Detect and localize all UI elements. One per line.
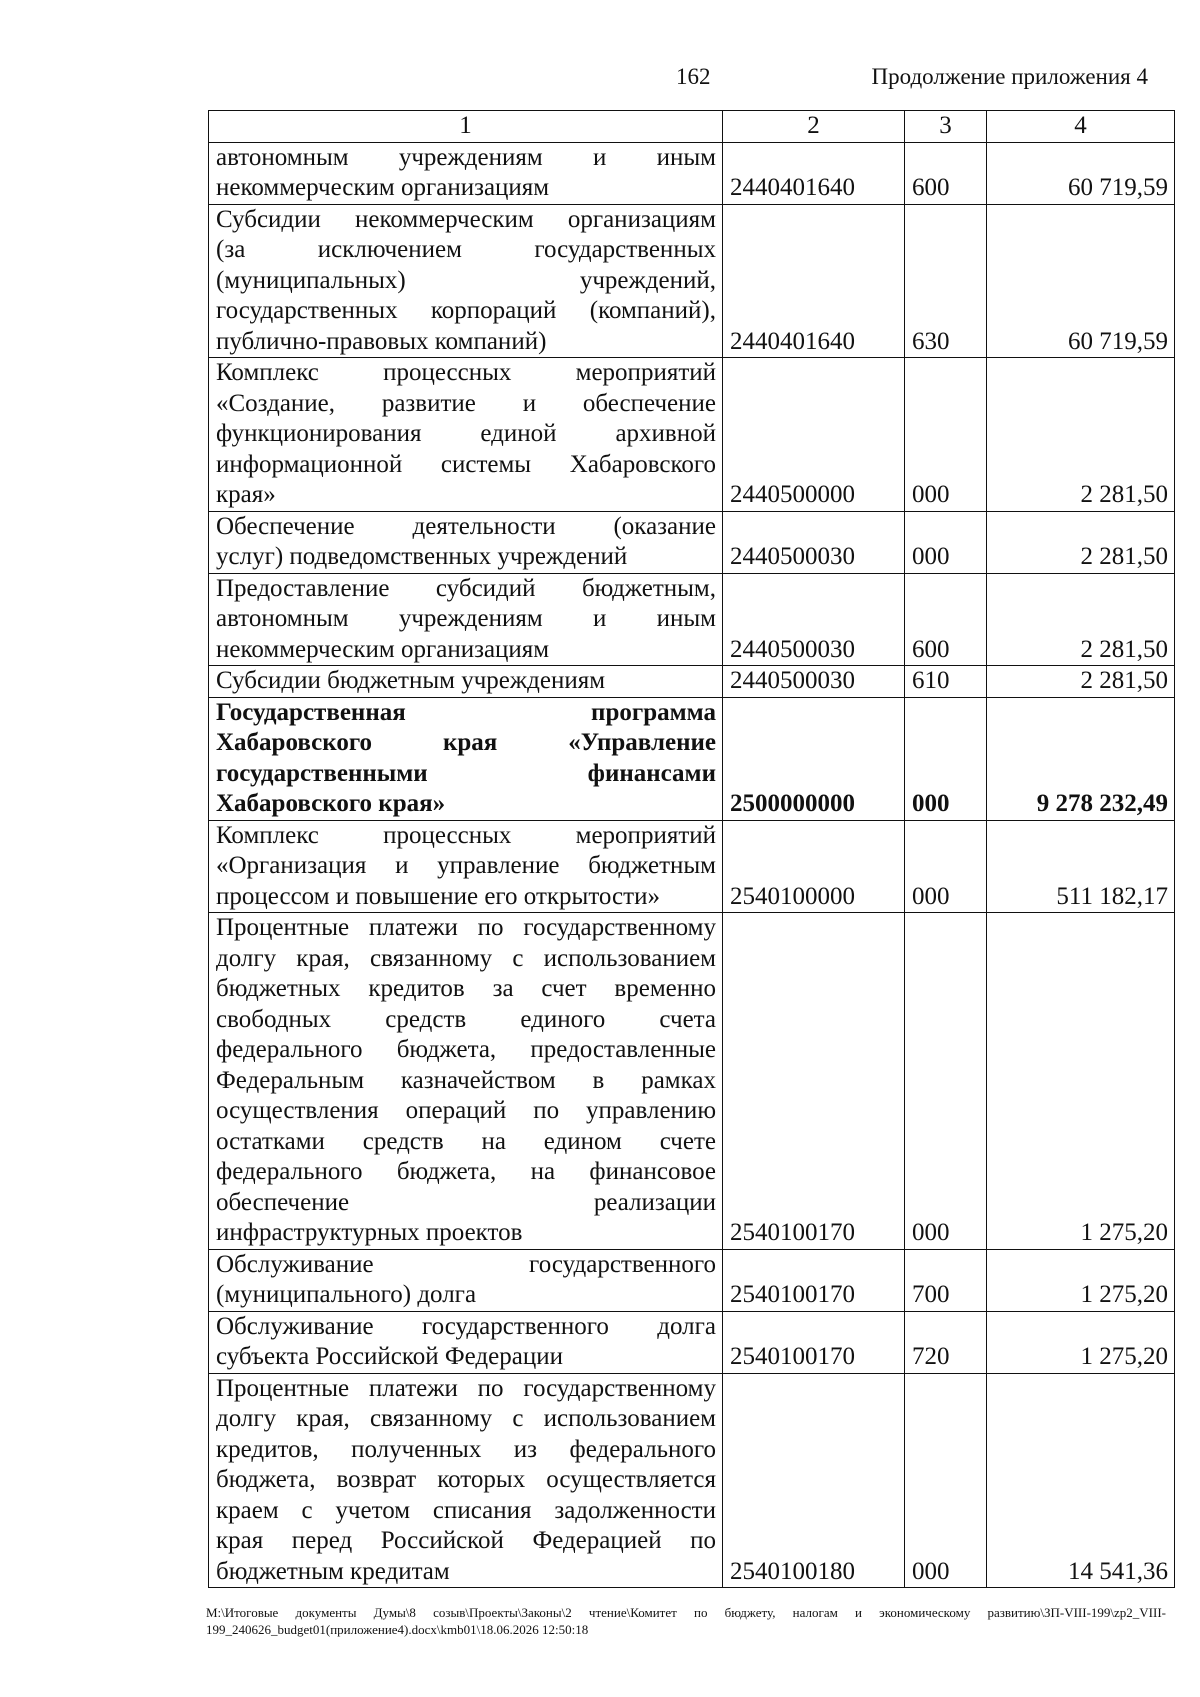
table-header-row [209,111,1175,143]
row-name-line: бюджетным кредитам [216,1557,450,1585]
row-name-line: Комплекс процессных мероприятий [216,359,716,386]
row-name [209,913,723,1250]
row-name-line: свободных средств единого счета [216,1005,716,1033]
row-expense-type: 000 [905,820,987,913]
row-name-line: автономным учреждениям и иным [216,143,716,171]
row-name [209,573,723,666]
column-header: 3 [905,111,987,143]
row-name [209,358,723,512]
row-name-line: Процентные платежи по государственному [216,914,716,941]
row-name-line: Субсидии бюджетным учреждениям [216,667,606,694]
row-name-line: субъекта Российской Федерации [216,1343,563,1370]
row-name-line: некоммерческим организациям [216,635,550,663]
row-name-line: Субсидии некоммерческим организациям [216,205,716,233]
table-row [209,358,1175,512]
row-name-line: Федеральным казначейством в рамках [216,1066,716,1094]
column-header: 1 [209,111,723,143]
row-expense-type: 630 [905,204,987,358]
row-expense-type: 000 [905,697,987,820]
row-name-line: долгу края, связанному с использованием [216,1405,716,1432]
row-name-line: Процентные платежи по государственному [216,1374,716,1402]
row-amount: 60 719,59 [987,204,1175,358]
table-row [209,1249,1175,1311]
row-expense-type: 600 [905,573,987,666]
table-row [209,511,1175,573]
row-name-line: инфраструктурных проектов [216,1219,523,1246]
row-name-line: процессом и повышение его открытости» [216,882,660,910]
row-name-line: Комплекс процессных мероприятий [216,821,716,849]
row-expense-type: 000 [905,511,987,573]
row-expense-type: 000 [905,358,987,512]
table-row [209,820,1175,913]
row-code: 2540100170 [723,1249,905,1311]
row-name-line: государственных корпораций (компаний), [216,297,716,324]
row-code: 2440500030 [723,511,905,573]
row-name-line: долгу края, связанному с использованием [216,944,716,972]
row-expense-type: 610 [905,666,987,698]
row-code: 2440500030 [723,573,905,666]
row-name-line: Обеспечение деятельности (оказание [216,512,716,540]
row-name-line: бюджета, возврат которых осуществляется [216,1466,716,1493]
row-amount: 60 719,59 [987,142,1175,204]
row-amount: 9 278 232,49 [987,697,1175,820]
row-name [209,1311,723,1373]
row-name-line: Хабаровского края «Управление [216,729,716,756]
row-name-line: (муниципальных) учреждений, [216,266,716,294]
row-amount: 14 541,36 [987,1373,1175,1588]
row-code: 2440401640 [723,204,905,358]
budget-table [208,110,1175,1588]
row-amount: 1 275,20 [987,1311,1175,1373]
row-name-line: «Создание, развитие и обеспечение [216,389,716,417]
row-name-line: Хабаровского края» [216,790,446,817]
row-name-line: Предоставление субсидий бюджетным, [216,574,716,602]
row-name [209,1249,723,1311]
row-name-line: остатками средств на едином счете [216,1127,716,1155]
row-amount: 511 182,17 [987,820,1175,913]
row-name-line: информационной системы Хабаровского [216,450,716,478]
table-row [209,666,1175,698]
row-expense-type: 720 [905,1311,987,1373]
row-name-line: федерального бюджета, предоставленные [216,1036,716,1063]
row-code: 2440500000 [723,358,905,512]
row-name [209,511,723,573]
row-name-line: Государственная программа [216,698,716,726]
row-amount: 2 281,50 [987,358,1175,512]
row-code: 2440500030 [723,666,905,698]
row-expense-type: 000 [905,1373,987,1588]
page-number: 162 [676,64,711,89]
row-name-line: края перед Российской Федерацией по [216,1527,716,1554]
row-code: 2500000000 [723,697,905,820]
row-name [209,666,723,698]
row-name-line: Обслуживание государственного [216,1250,716,1278]
row-code: 2540100000 [723,820,905,913]
row-amount: 1 275,20 [987,1249,1175,1311]
table-row [209,1373,1175,1588]
row-name-line: краем с учетом списания задолженности [216,1496,716,1524]
row-code: 2540100170 [723,1311,905,1373]
row-code: 2540100180 [723,1373,905,1588]
table-row [209,204,1175,358]
column-header: 2 [723,111,905,143]
row-name-line: государственными финансами [216,759,716,787]
table-row [209,573,1175,666]
row-name-line: услуг) подведомственных учреждений [216,543,628,570]
row-name [209,1373,723,1588]
row-name-line: федерального бюджета, на финансовое [216,1158,716,1185]
table-row [209,1311,1175,1373]
column-header: 4 [987,111,1175,143]
row-code: 2540100170 [723,913,905,1250]
row-name-line: функционирования единой архивной [216,420,716,447]
row-name-line: кредитов, полученных из федерального [216,1435,716,1463]
table-body [209,142,1175,1588]
row-name-line: края» [216,481,276,508]
table-row [209,697,1175,820]
row-name-line: (за исключением государственных [216,236,716,263]
table-row [209,913,1175,1250]
row-name [209,697,723,820]
row-name-line: осуществления операций по управлению [216,1097,716,1124]
row-name-line: некоммерческим организациям [216,174,550,201]
row-name-line: автономным учреждениям и иным [216,605,716,632]
row-expense-type: 000 [905,913,987,1250]
row-name [209,820,723,913]
row-amount: 1 275,20 [987,913,1175,1250]
row-expense-type: 700 [905,1249,987,1311]
row-name-line: Обслуживание государственного долга [216,1312,716,1340]
row-amount: 2 281,50 [987,573,1175,666]
row-code: 2440401640 [723,142,905,204]
document-footer-path: M:\Итоговые документы Думы\8 созыв\Проекты\Законы\2 чтение\Комитет по бюджету, налогам и экономическому развитию\ЗП-VIII-199\zp2_VIII-199_240626_budget01(приложение4).docx\kmb01\18.06.2026 12:50:18 [206,1605,1166,1637]
table-row [209,142,1175,204]
row-name-line: (муниципального) долга [216,1281,477,1308]
row-name-line: публично-правовых компаний) [216,327,547,355]
row-name-line: обеспечение реализации [216,1188,716,1216]
continuation-label: Продолжение приложения 4 [871,64,1148,89]
row-name [209,142,723,204]
row-expense-type: 600 [905,142,987,204]
row-amount: 2 281,50 [987,511,1175,573]
row-amount: 2 281,50 [987,666,1175,698]
row-name [209,204,723,358]
row-name-line: бюджетных кредитов за счет временно [216,975,716,1002]
row-name-line: «Организация и управление бюджетным [216,852,716,879]
